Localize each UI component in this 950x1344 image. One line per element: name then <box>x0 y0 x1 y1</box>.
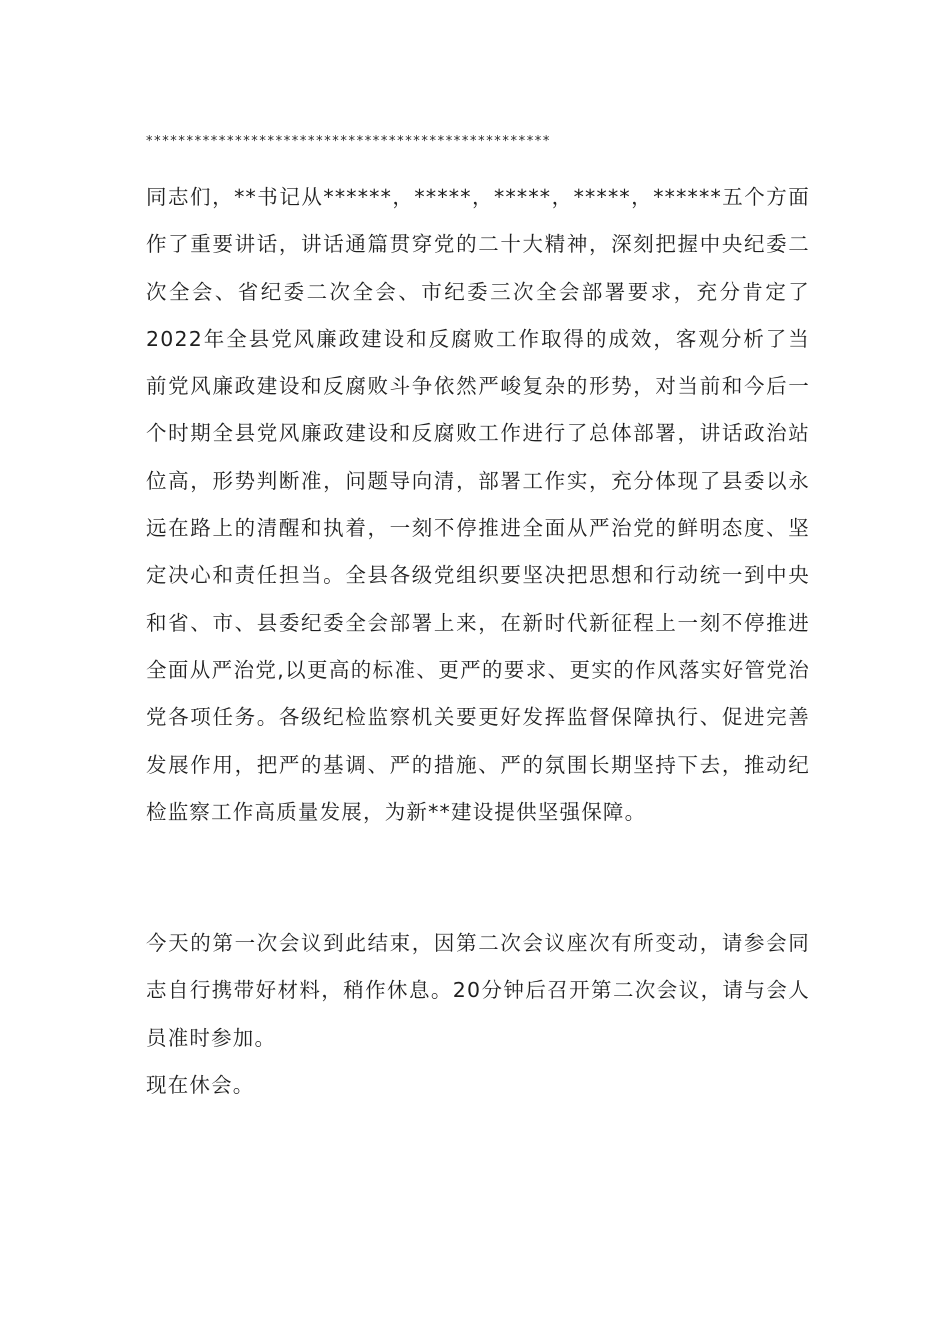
paragraph-text: 今天的第一次会议到此结束，因第二次会议座次有所变动，请参会同志自行携带好材料，稍作休息。20分钟后召开第二次会议，请与会人员准时参加。 <box>146 931 810 1050</box>
paragraph-text: 同志们，**书记从******，*****，*****，*****，******五个方面作了重要讲话，讲话通篇贯穿党的二十大精神，深刻把握中央纪委二次全会、省纪委二次全会、市纪委三次全会部署要求，充分肯定了2022年全县党风廉政建设和反腐败工作取得的成效，客观分析了当前党风廉政建设和反腐败斗争依然严峻复杂的形势，对当前和今后一个时期全县党风廉政建设和反腐败工作进行了总体部署，讲话政治站位高，形势判断准，问题导向清，部署工作实，充分体现了县委以永远在路上的清醒和执着，一刻不停推进全面从严治党的鲜明态度、坚定决心和责任担当。全县各级党组织要坚决把思想和行动统一到中央和省、市、县委纪委全会部署上来，在新时代新征程上一刻不停推进全面从严治党,以更高的标准、更严的要求、更实的作风落实好管党治党各项任务。各级纪检监察机关要更好发挥监督保障执行、促进完善发展作用，把严的基调、严的措施、严的氛围长期坚持下去，推动纪检监察工作高质量发展，为新**建设提供坚强保障。 <box>146 185 810 824</box>
speech-summary-paragraph <box>146 174 810 836</box>
paragraph-text: 现在休会。 <box>146 1073 255 1097</box>
meeting-end-notice-paragraph <box>146 920 810 1062</box>
asterisk-separator: ************************************************** <box>146 134 551 149</box>
adjournment-paragraph <box>146 1062 810 1109</box>
